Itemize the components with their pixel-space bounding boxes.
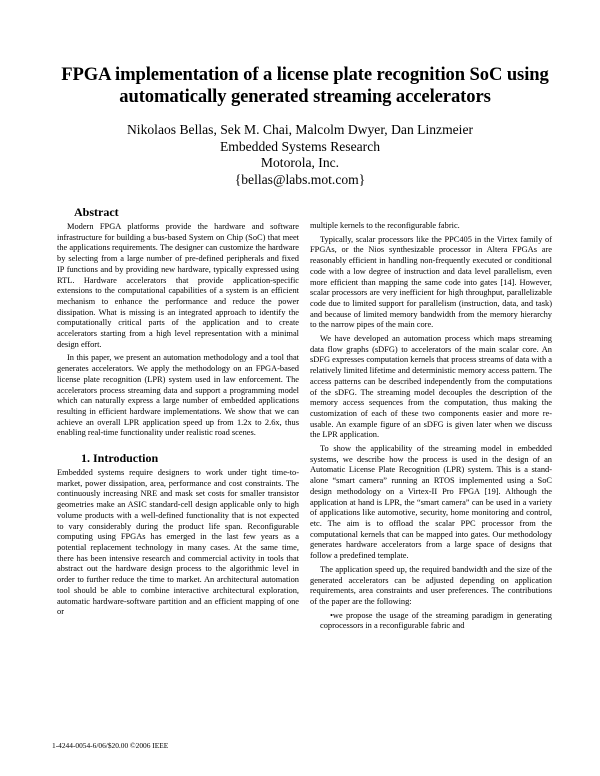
left-column — [57, 205, 299, 621]
author-names: Nikolaos Bellas, Sek M. Chai, Malcolm Dwyer, Dan Linzmeier — [126, 122, 474, 137]
introduction-heading: 1. Introduction — [81, 451, 159, 466]
intro-paragraph-4: To show the applicability of the streaming model in embedded systems, we describe how the process is used in the design of an Automatic License Plate Recognition (LPR) system. This is a stand-alone “smart camera” running an RTOS implemented using a SoC design methodology on a Virtex-II Pro FPGA [19]. Although the application at hand is LPR, the “smart camera” can be used in a variety of applications like automotive, security, home monitoring and control, etc. The aim is to offload the scalar PPC processor from the computational kernels that can be mapped into gates. Our methodology generates hardware accelerators from a large space of designs that follow a predefined template. — [310, 444, 552, 561]
intro-paragraph-3: We have developed an automation process which maps streaming data flow graphs (sDFG) to accelerators of the main scalar core. An sDFG expresses computation kernels that process streams of data with a relatively limited lifetime and deterministic memory access pattern. The access patterns can be described independently from the computations of the sDFG. The streaming model decouples the description of the memory access sequences from the computation, thus making the customization of each of these two components easier and more re-usable. An example figure of an sDFG is given later when we discuss the LPR application. — [310, 334, 552, 440]
paper-title: FPGA implementation of a license plate recognition SoC using automatically generated streaming accelerators — [61, 64, 549, 107]
author-organization: Motorola, Inc. — [260, 155, 340, 170]
introduction-paragraph-1: Embedded systems require designers to work under tight time-to-market, power dissipation, area, performance and cost constraints. The continuously increasing NRE and mask set costs for smaller transistor geometries make an ASIC standard-cell design applicable only to high volume products with a well-defined functionality that is not expected to vary considerably during the product life span. Reconfigurable computing using FPGAs has emerged in the last few years as a potential replacement technology in many cases. At the same time, there has been intensive research and commercial activity in tools that abstract out the hardware design process to the algorithmic level in order to further reduce the time to market. An architectural automation tool should be able to combine interactive architectural exploration, automatic hardware-software partition and an efficient mapping of one or — [57, 468, 299, 617]
abstract-paragraph-2: In this paper, we present an automation methodology and a tool that generates accelerators. We apply the methodology on an FPGA-based license plate recognition (LPR) system used in law enforcement. The accelerators process streaming data and support a programming model which can naturally express a large number of embedded applications resulting in efficient hardware implementations. We show that we can achieve an overall LPR application speed up from 1.2x to 2.6x, thus enabling real-time functionality under realistic road scenes. — [57, 353, 299, 438]
copyright-footer: 1-4244-0054-6/06/$20.00 ©2006 IEEE — [52, 741, 169, 750]
author-department: Embedded Systems Research — [219, 138, 381, 154]
author-block — [60, 122, 540, 188]
author-email: {bellas@labs.mot.com} — [234, 171, 366, 187]
intro-paragraph-5: The application speed up, the required bandwidth and the size of the generated accelerators can be adjusted depending on application requirements, area constraints and user preferences. The contributions of the paper are the following: — [310, 564, 552, 606]
right-column — [310, 221, 552, 635]
intro-continued-paragraph: multiple kernels to the reconfigurable fabric. — [310, 221, 460, 230]
contribution-bullet-1: •we propose the usage of the streaming paradigm in generating coprocessors in a reconfigurable fabric and — [320, 610, 552, 631]
intro-paragraph-2: Typically, scalar processors like the PPC405 in the Virtex family of FPGAs, or the Nios synthesizable processor in Altera FPGAs are reasonably efficient in handling non-frequently executed or conditional code with a low degree of instruction and data level parallelism, even more efficient than mapping the same code into gates [14]. However, scalar processors are very inefficient for high throughput, parallelizable code due to limited support for parallelism (instruction, data, and task) and because of limited memory bandwidth from the memory hierarchy to the narrow pipes of the main core. — [310, 234, 552, 330]
abstract-paragraph-1: Modern FPGA platforms provide the hardware and software infrastructure for building a bus-based System on Chip (SoC) that meet the applications requirements. The designer can customize the hardware by selecting from a large number of pre-defined peripherals and fixed IP functions and by providing new hardware, typically expressed using RTL. Hardware accelerators that provide application-specific extensions to the computational capabilities of a system is an efficient mechanism to enhance the performance and reduce the power dissipation. What is missing is an integrated approach to identify the computationally critical parts of the application and to create accelerators starting from a high level representation with a minimal design effort. — [57, 222, 299, 349]
abstract-heading: Abstract — [74, 205, 119, 219]
